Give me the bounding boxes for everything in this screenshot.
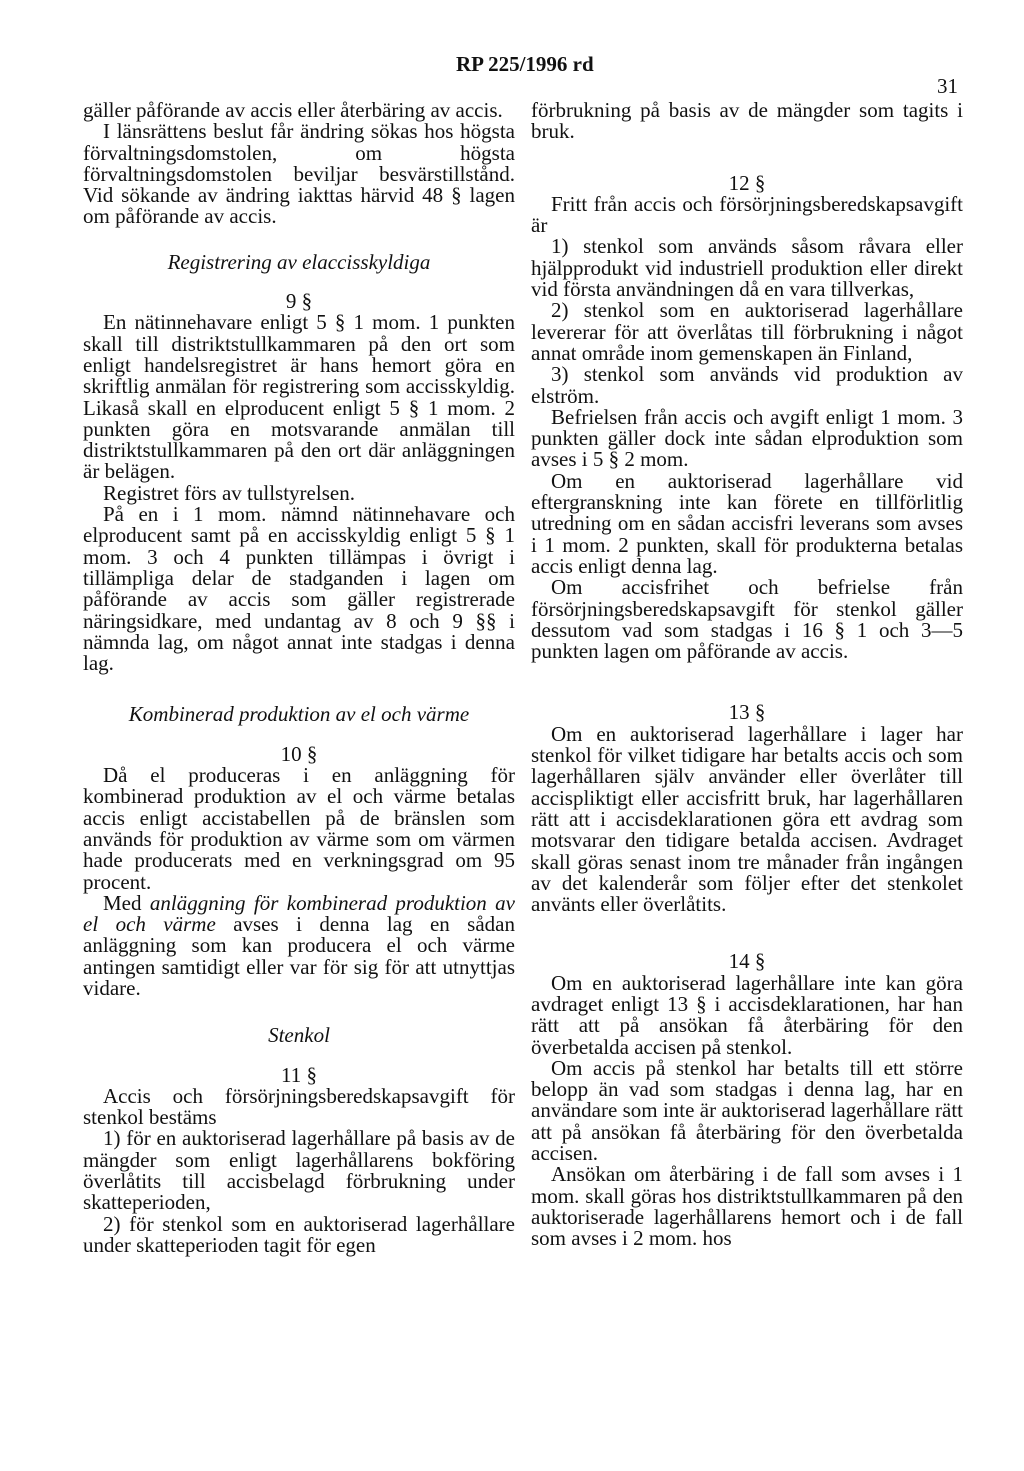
page-header — [0, 52, 1024, 98]
paragraph: Om en auktoriserad lagerhållare i lager har stenkol för vilket tidigare har betalts accis och som lagerhållaren själv använder eller överlåter till accispliktigt eller accisfritt bruk, har lagerhållaren rätt att i accisdeklarationen göra ett avdrag som motsvarar den tidigare betalda accisen. Avdraget skall göras senast inom tre månader från ingången av det kalenderår som följer efter det stenkolet använts eller överlåtits. — [531, 721, 963, 917]
paragraph: Ansökan om återbäring i de fall som avses i 1 mom. skall göras hos distriktstullkammaren på den auktoriserade lagerhållarens hemort och i de fall som avses i 2 mom. hos — [531, 1162, 963, 1251]
paragraph: 1) stenkol som används såsom råvara eller hjälpprodukt vid industriell produktion eller direkt vid första användningen då en vara tillverkas, — [531, 234, 963, 302]
paragraph: 3) stenkol som används vid produktion av elström. — [531, 362, 963, 408]
paragraph: Befrielsen från accis och avgift enligt 1 mom. 3 punkten gäller dock inte sådan elproduktion som avses i 5 § 2 mom. — [531, 404, 963, 472]
paragraph: Fritt från accis och försörjningsberedskapsavgift är — [531, 191, 963, 238]
paragraph: Accis och försörjningsberedskapsavgift för stenkol bestäms — [83, 1083, 515, 1130]
right-column — [531, 100, 963, 1250]
section-heading: Registrering av elaccisskyldiga — [167, 249, 431, 274]
paragraph: förbrukning på basis av de mängder som tagits i bruk. — [531, 98, 963, 144]
paragraph: I länsrättens beslut får ändring sökas hos högsta förvaltningsdomstolen, om högsta förvaltningsdomstolen beviljar besvärstillstånd. Vid sökande av ändring iakttas härvid 48 § lagen om påförande av accis. — [83, 119, 515, 229]
section-number: 11 § — [281, 1062, 317, 1087]
paragraph — [83, 890, 515, 1000]
section-number: 13 § — [728, 700, 766, 725]
section-number: 9 § — [285, 289, 313, 314]
defined-term: anläggning för kombinerad produktion av el och värme — [83, 890, 515, 937]
text-run: avses i denna lag en sådan anläggning som kan producera el och värme antingen samtidigt eller var för sig för att utnyttjas vidare. — [83, 912, 515, 1000]
paragraph: En nätinnehavare enligt 5 § 1 mom. 1 punkten skall till distriktstullkammaren på den ort som enligt handelsregistret är hans hemort göra en skriftlig anmälan för registrering som accisskyldig. Likaså skall en elproducent enligt 5 § 1 mom. 2 punkten göra en motsvarande anmälan till distriktstullkammaren på den ort där anläggningen är belägen. — [83, 310, 515, 484]
paragraph: Då el produceras i en anläggning för kombinerad produktion av el och värme betalas accis enligt accistabellen på de bränslen som används för produktion av värme som om värmen hade producerats med en verkningsgrad om 95 procent. — [83, 763, 515, 894]
text-run: Med — [103, 890, 150, 915]
section-heading: Kombinerad produktion av el och värme — [128, 702, 470, 727]
paragraph: På en i 1 mom. nämnd nätinnehavare och elproducent samt på en accisskyldig enligt 5 § 1 mom. 3 och 4 punkten tillämpas i övrigt i tillämpliga delar de stadganden i lagen om påförande av accis som gäller registrerade näringsidkare, med undantag av 8 och 9 §§ i nämnda lag, om något annat inte stadgas i denna lag. — [83, 502, 515, 676]
paragraph: 2) stenkol som en auktoriserad lagerhållare levererar för att överlåtas till förbrukning i något annat område inom gemenskapen än Finland, — [531, 298, 963, 365]
paragraph: Om en auktoriserad lagerhållare inte kan göra avdraget enligt 13 § i accisdeklarationen, har han rätt att på ansökan få återbäring för den överbetalda accisen på stenkol. — [531, 970, 963, 1059]
document-title: RP 225/1996 rd — [456, 52, 594, 76]
paragraph: Registret förs av tullstyrelsen. — [103, 480, 355, 505]
left-column — [83, 100, 515, 1256]
paragraph: Om en auktoriserad lagerhållare vid eftergranskning inte kan förete en tillförlitlig utredning om en sådan accisfri leverans som avses i 1 mom. 2 punkten, skall för produkterna betalas accis enligt denna lag. — [531, 468, 963, 578]
section-number: 12 § — [728, 170, 766, 195]
paragraph: gäller påförande av accis eller återbäring av accis. — [83, 98, 503, 122]
paragraph: Om accis på stenkol har betalts till ett större belopp än vad som stadgas i denna lag, har en användare som inte är auktoriserad lagerhållare rätt att på ansökan få återbäring för den överbetalda accisen. — [531, 1055, 963, 1166]
paragraph: Om accisfrihet och befrielse från försörjningsberedskapsavgift för stenkol gäller dessutom vad som stadgas i 16 § 1 och 3—5 punkten lagen om påförande av accis. — [531, 575, 963, 664]
page-number: 31 — [937, 74, 958, 98]
paragraph: 2) för stenkol som en auktoriserad lagerhållare under skatteperioden tagit för egen — [83, 1211, 515, 1257]
paragraph: 1) för en auktoriserad lagerhållare på basis av de mängder som enligt lagerhållarens bokföring överlåtits till accisbelagd förbrukning under skatteperioden, — [83, 1126, 515, 1215]
section-number: 10 § — [280, 741, 318, 766]
section-number: 14 § — [728, 949, 766, 974]
section-heading: Stenkol — [268, 1023, 330, 1048]
